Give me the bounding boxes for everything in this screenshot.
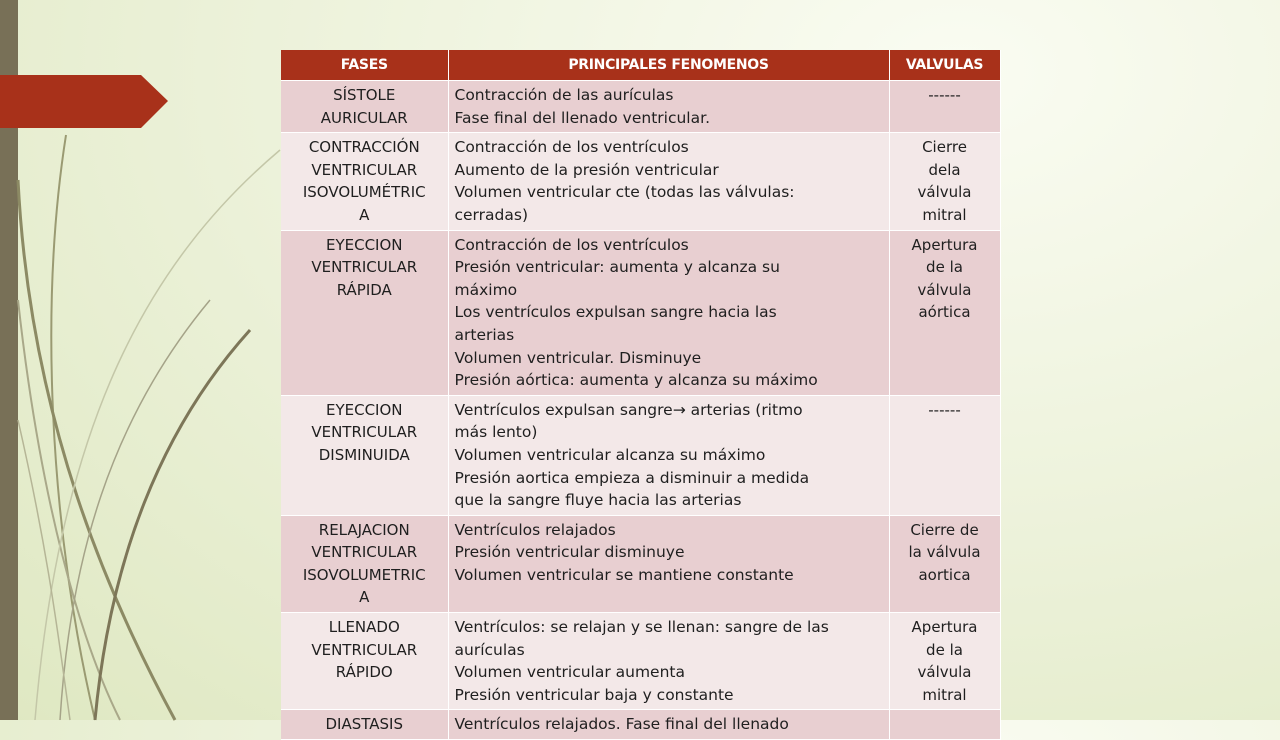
events-line: Contracción de las aurículas: [454, 86, 674, 104]
events-line: Fase final del llenado ventricular.: [454, 108, 710, 127]
valve-line: válvula: [917, 280, 972, 299]
phase-line: VENTRICULAR: [311, 423, 418, 442]
phase-cell: [281, 133, 448, 230]
phase-line: A: [359, 588, 370, 607]
phase-line: EYECCION: [325, 235, 403, 254]
table-row: [281, 395, 1000, 515]
table-row: [281, 133, 1000, 230]
swoosh-line-7: [18, 420, 70, 720]
table-row: [281, 81, 1000, 133]
events-line: que la sangre fluye hacia las arterias: [454, 491, 742, 510]
phase-line: VENTRICULAR: [311, 543, 418, 562]
valve-line: aórtica: [918, 303, 971, 322]
table-row: [281, 230, 1000, 395]
phase-line: RÁPIDO: [335, 663, 393, 682]
phase-line: CONTRACCIÓN: [308, 138, 420, 157]
valve-line: la válvula: [908, 543, 981, 562]
events-line: más lento): [454, 423, 538, 442]
valve-cell: [889, 515, 1000, 612]
table-body: [281, 81, 1000, 740]
phase-cell: [281, 395, 448, 515]
events-cell: [448, 133, 889, 230]
valve-line: válvula: [917, 183, 972, 202]
header-principales-fenomenos: PRINCIPALES FENOMENOS: [448, 50, 889, 81]
events-line: Los ventrículos expulsan sangre hacia las: [454, 303, 777, 322]
valve-line: Cierre de: [910, 520, 979, 539]
events-line: cerradas): [454, 205, 528, 224]
valve-line: de la: [926, 258, 963, 277]
events-line: Presión aórtica: aumenta y alcanza su máximo: [454, 371, 818, 390]
valve-line: mitral: [922, 685, 967, 704]
swoosh-line-3: [18, 300, 120, 720]
phase-cell: [281, 515, 448, 612]
events-line: Presión ventricular disminuye: [454, 543, 685, 562]
events-line: Presión ventricular baja y constante: [454, 685, 734, 704]
events-line: arterias: [454, 325, 515, 344]
phase-cell: [281, 81, 448, 133]
header-fases: FASES: [281, 50, 448, 81]
events-cell: [448, 395, 889, 515]
events-line: Presión aortica empieza a disminuir a medida: [454, 468, 810, 487]
swoosh-line-4: [95, 330, 250, 720]
valve-line: dela: [928, 160, 961, 179]
events-line: Volumen ventricular aumenta: [454, 663, 685, 682]
phase-line: VENTRICULAR: [311, 640, 418, 659]
phase-line: A: [359, 205, 370, 224]
table-row: [281, 515, 1000, 612]
phase-line: VENTRICULAR: [311, 160, 418, 179]
valve-line: aortica: [918, 565, 971, 584]
phase-line: EYECCION: [325, 400, 403, 419]
events-line: Volumen ventricular alcanza su máximo: [454, 445, 766, 464]
valve-line: de la: [926, 640, 963, 659]
valve-cell: [889, 133, 1000, 230]
events-line: Ventrículos: se relajan y se llenan: sangre de las: [454, 618, 829, 637]
decorative-swooshes: [0, 0, 300, 720]
events-line: Aumento de la presión ventricular: [454, 160, 719, 179]
events-cell: [448, 515, 889, 612]
phase-line: DISMINUIDA: [318, 445, 410, 464]
table-row: [281, 613, 1000, 710]
valve-line: Apertura: [911, 618, 978, 637]
events-line: Ventrículos relajados. Fase final del llenado: [454, 715, 789, 734]
phase-line: VENTRICULAR: [311, 258, 418, 277]
header-valvulas: VALVULAS: [889, 50, 1000, 81]
valve-cell: [889, 395, 1000, 515]
cardiac-cycle-table: [281, 50, 1001, 740]
valve-line: ------: [928, 86, 961, 104]
cardiac-cycle-table-container: [281, 50, 1000, 734]
swoosh-line-2: [18, 180, 175, 720]
valve-cell: [889, 613, 1000, 710]
valve-line: mitral: [922, 205, 967, 224]
events-line: aurículas: [454, 640, 525, 659]
events-line: Contracción de los ventrículos: [454, 235, 689, 254]
valve-cell: [889, 81, 1000, 133]
events-line: Contracción de los ventrículos: [454, 138, 689, 157]
phase-line: DIASTASIS: [325, 715, 403, 734]
phase-cell: [281, 710, 448, 740]
valve-cell: [889, 230, 1000, 395]
phase-line: AURICULAR: [320, 108, 408, 127]
phase-line: RELAJACION: [318, 520, 410, 539]
events-cell: [448, 230, 889, 395]
events-cell: [448, 613, 889, 710]
table-row: [281, 710, 1000, 740]
phase-cell: [281, 613, 448, 710]
events-line: Volumen ventricular se mantiene constante: [454, 565, 794, 584]
valve-line: Apertura: [911, 235, 978, 254]
table-header-row: [281, 50, 1000, 81]
phase-cell: [281, 230, 448, 395]
valve-line: ------: [928, 400, 961, 419]
phase-line: RÁPIDA: [336, 280, 392, 299]
events-line: Volumen ventricular. Disminuye: [454, 348, 702, 367]
phase-line: ISOVOLUMÉTRIC: [302, 183, 426, 202]
valve-line: válvula: [917, 663, 972, 682]
valve-cell: [889, 710, 1000, 740]
phase-line: ISOVOLUMETRIC: [302, 565, 426, 584]
phase-line: SÍSTOLE: [333, 86, 396, 104]
phase-line: LLENADO: [328, 618, 400, 637]
events-line: Volumen ventricular cte (todas las válvulas:: [454, 183, 795, 202]
events-line: Ventrículos relajados: [454, 520, 616, 539]
events-line: máximo: [454, 280, 518, 299]
events-line: Presión ventricular: aumenta y alcanza su: [454, 258, 780, 277]
valve-line: Cierre: [922, 138, 967, 157]
events-cell: [448, 710, 889, 740]
swoosh-line-6: [35, 150, 280, 720]
events-cell: [448, 81, 889, 133]
events-line: Ventrículos expulsan sangre→ arterias (ritmo: [454, 400, 803, 419]
